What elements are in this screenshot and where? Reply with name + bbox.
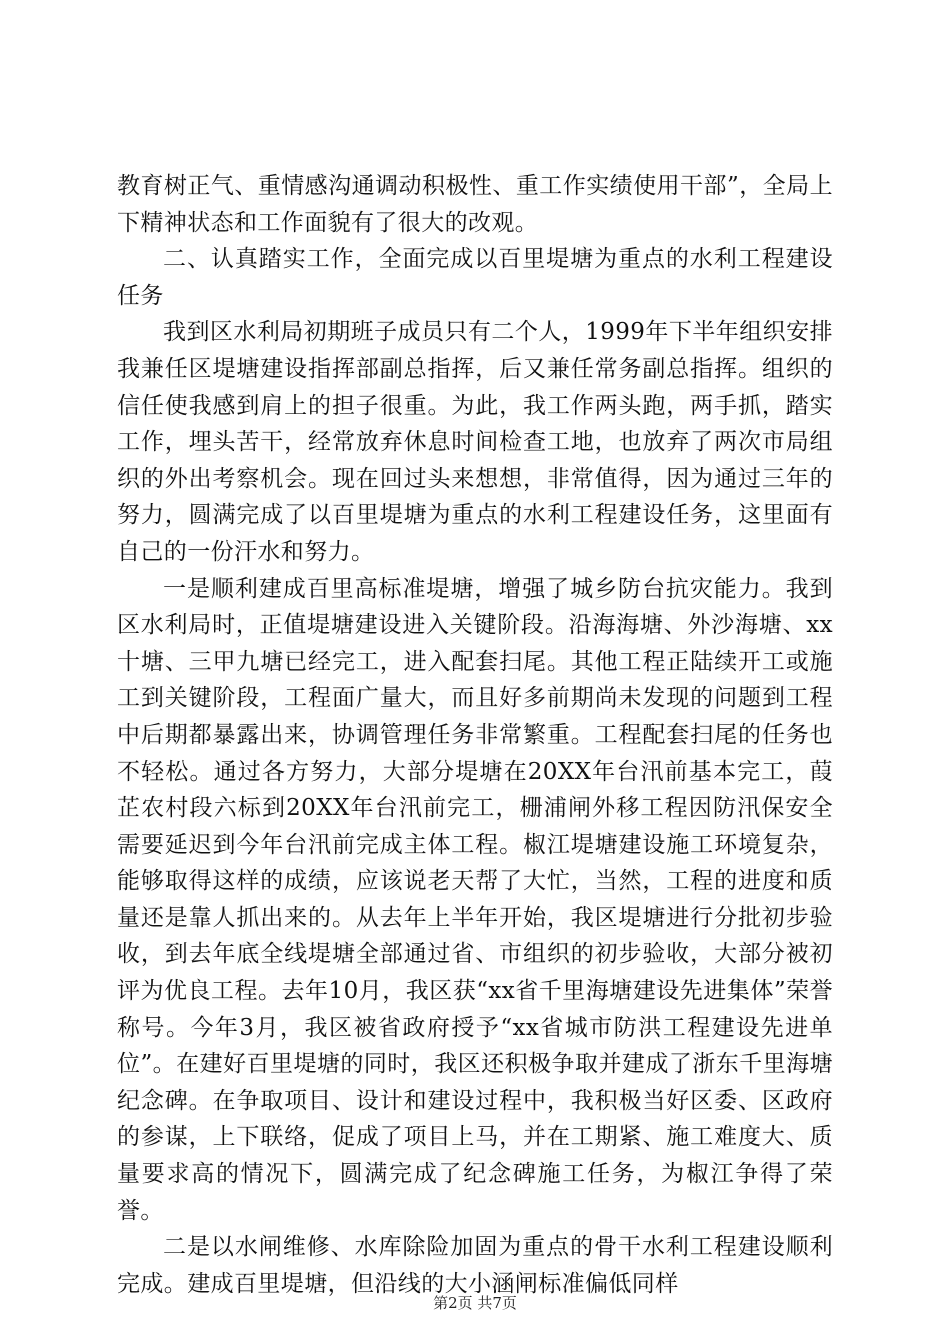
document-body: [117, 168, 833, 1302]
paragraph-3: 一是顺利建成百里高标准堤塘，增强了城乡防台抗灾能力。我到区水利局时，正值堤塘建设进入关键阶段。沿海海塘、外沙海塘、xx十塘、三甲九塘已经完工，进入配套扫尾。其他工程正陆续开工或施工到关键阶段，工程面广量大，而且好多前期尚未发现的问题到工程中后期都暴露出来，协调管理任务非常繁重。工程配套扫尾的任务也不轻松。通过各方努力，大部分堤塘在20XX年台汛前基本完工，葭芷农村段六标到20XX年台汛前完工，栅浦闸外移工程因防汛保安全需要延迟到今年台汛前完成主体工程。椒江堤塘建设施工环境复杂，能够取得这样的成绩，应该说老天帮了大忙，当然，工程的进度和质量还是靠人抓出来的。从去年上半年开始，我区堤塘进行分批初步验收，到去年底全线堤塘全部通过省、市组织的初步验收，大部分被初评为优良工程。去年10月，我区获“xx省千里海塘建设先进集体”荣誉称号。今年3月，我区被省政府授予“xx省城市防洪工程建设先进单位”。在建好百里堤塘的同时，我区还积极争取并建成了浙东千里海塘纪念碑。在争取项目、设计和建设过程中，我积极当好区委、区政府的参谋，上下联络，促成了项目上马，并在工期紧、施工难度大、质量要求高的情况下，圆满完成了纪念碑施工任务，为椒江争得了荣誉。: [117, 575, 833, 1224]
page-number-footer: 第2页 共7页: [433, 1294, 517, 1312]
paragraph-1: 教育树正气、重情感沟通调动积极性、重工作实绩使用干部”，全局上下精神状态和工作面貌有了很大的改观。: [117, 173, 833, 236]
paragraph-4: 二是以水闸维修、水库除险加固为重点的骨干水利工程建设顺利完成。建成百里堤塘，但沿线的大小涵闸标准偏低同样: [117, 1234, 833, 1297]
section-heading: 二、认真踏实工作，全面完成以百里堤塘为重点的水利工程建设任务: [117, 246, 833, 309]
paragraph-2: 我到区水利局初期班子成员只有二个人，1999年下半年组织安排我兼任区堤塘建设指挥部副总指挥，后又兼任常务副总指挥。组织的信任使我感到肩上的担子很重。为此，我工作两头跑，两手抓，踏实工作，埋头苦干，经常放弃休息时间检查工地，也放弃了两次市局组织的外出考察机会。现在回过头来想想，非常值得，因为通过三年的努力，圆满完成了以百里堤塘为重点的水利工程建设任务，这里面有自己的一份汗水和努力。: [117, 319, 833, 565]
